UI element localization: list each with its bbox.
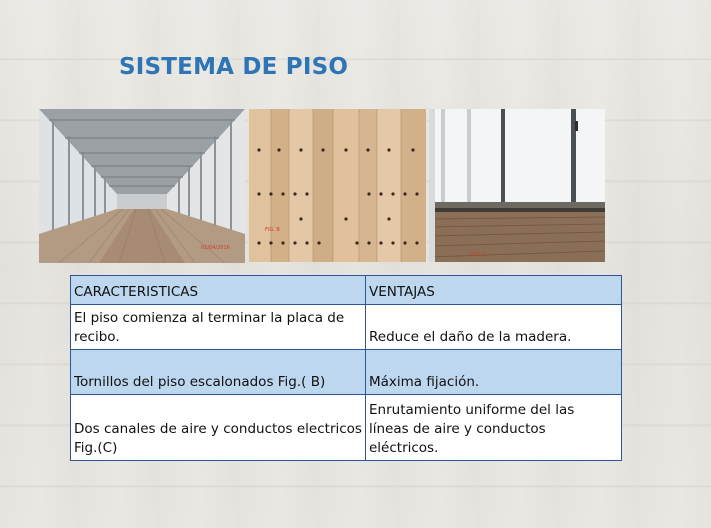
slide-title: SISTEMA DE PISO	[119, 54, 349, 80]
fig-b-caption: FIG. B	[265, 227, 280, 233]
photo-date-caption: 02/04/2016	[201, 245, 230, 251]
table-cell-advantage: Reduce el daño de la madera.	[366, 305, 622, 350]
table-row	[71, 395, 622, 461]
floor-bolts-photo	[249, 109, 426, 262]
table-row	[71, 350, 622, 395]
table-row	[71, 305, 622, 350]
trailer-interior-photo	[39, 109, 245, 263]
header-ventajas: VENTAJAS	[366, 276, 622, 305]
table-cell-feature: Tornillos del piso escalonados Fig.( B)	[71, 350, 366, 395]
table-cell-advantage: Enrutamiento uniforme del las líneas de aire y conductos eléctricos.	[366, 395, 622, 461]
header-caracteristicas: CARACTERISTICAS	[71, 276, 366, 305]
table-cell-feature: Dos canales de aire y conductos electricos Fig.(C)	[71, 395, 366, 461]
table-cell-feature: El piso comienza al terminar la placa de recibo.	[71, 305, 366, 350]
fig-c-caption: FIG. C	[471, 252, 486, 258]
air-channel-photo	[429, 109, 605, 262]
table-cell-advantage: Máxima fijación.	[366, 350, 622, 395]
table-header-row	[71, 276, 622, 305]
features-table	[70, 275, 622, 461]
